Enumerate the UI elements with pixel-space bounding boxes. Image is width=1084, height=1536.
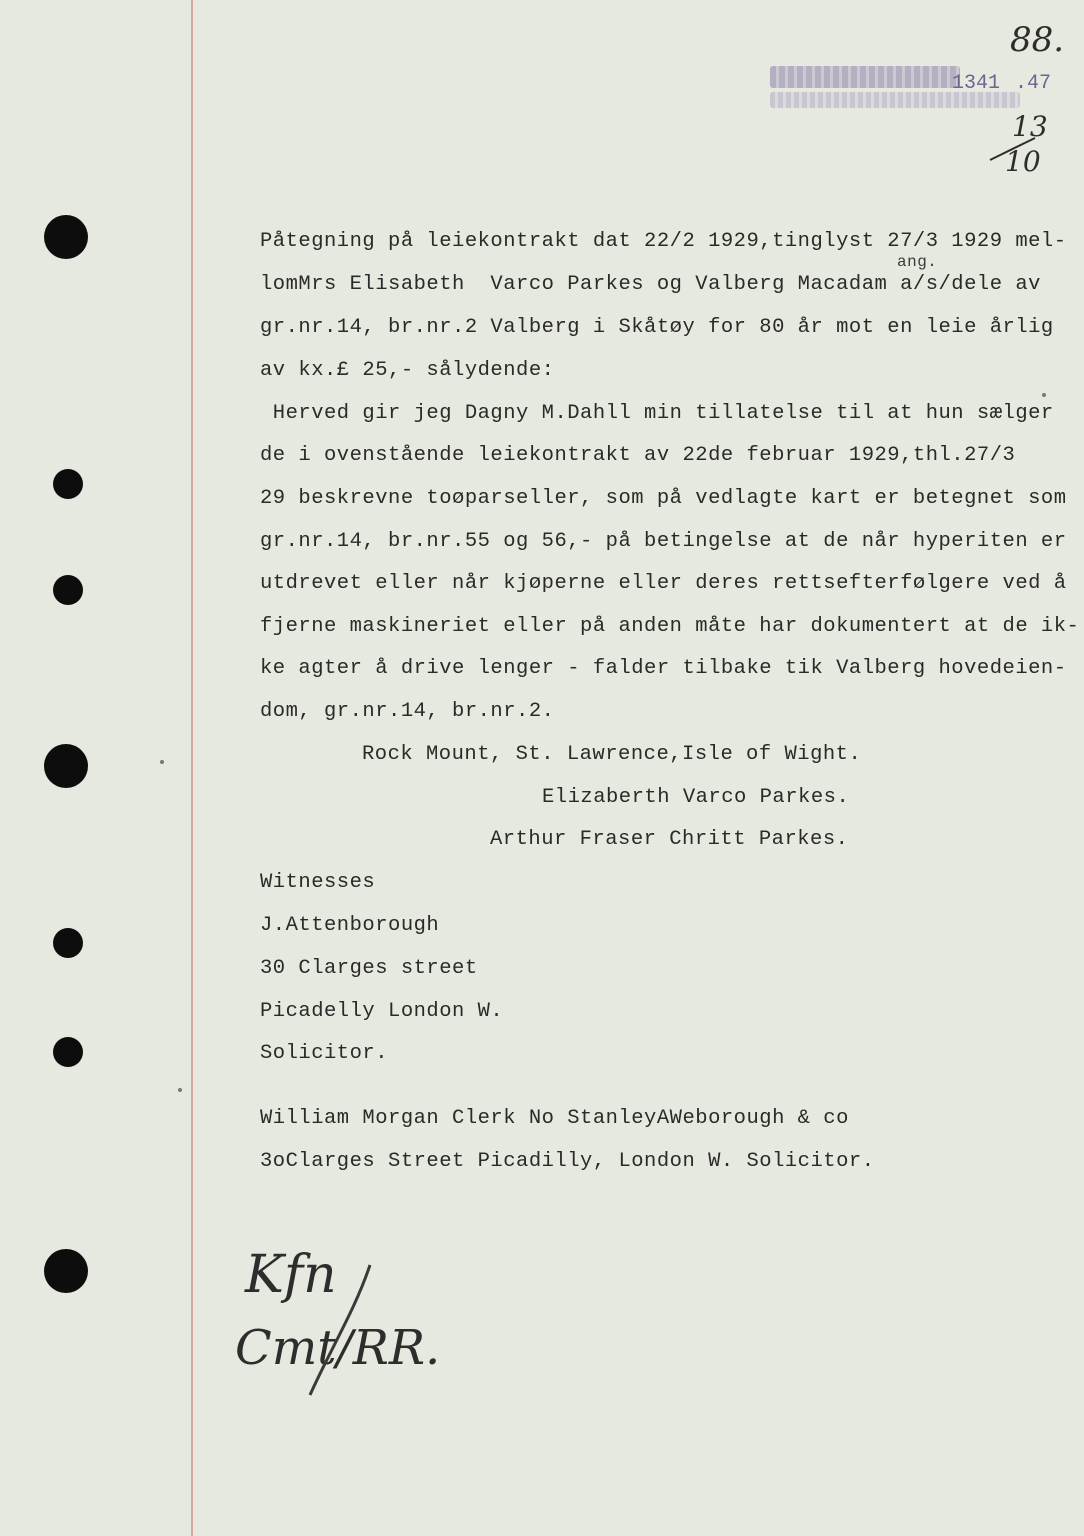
punch-hole: [53, 575, 83, 605]
punch-hole: [53, 1037, 83, 1067]
signature-line: Arthur Fraser Chritt Parkes.: [490, 828, 849, 851]
body-line: dom, gr.nr.14, br.nr.2.: [260, 700, 555, 723]
handwritten-slash: [300, 1260, 380, 1400]
punch-hole: [53, 928, 83, 958]
page-number: 88.: [1010, 20, 1065, 60]
signature-line: Elizaberth Varco Parkes.: [542, 786, 850, 809]
body-line: utdrevet eller når kjøperne eller deres rettsefterfølgere ved å: [260, 572, 1067, 595]
body-line: 29 beskrevne toøparseller, som på vedlagte kart er betegnet som: [260, 487, 1067, 510]
speck: [178, 1088, 182, 1092]
footer-line: William Morgan Clerk No StanleyAWeborough & co: [260, 1107, 849, 1130]
footer-line: 3oClarges Street Picadilly, London W. Solicitor.: [260, 1150, 875, 1173]
witness-line: J.Attenborough: [260, 914, 440, 937]
witness-line: Solicitor.: [260, 1042, 389, 1065]
body-line: ke agter å drive lenger - falder tilbake tik Valberg hovedeien-: [260, 657, 1067, 680]
body-line: gr.nr.14, br.nr.2 Valberg i Skåtøy for 80 år mot en leie årlig: [260, 316, 1054, 339]
body-line: Påtegning på leiekontrakt dat 22/2 1929,tinglyst 27/3 1929 mel-: [260, 230, 1067, 253]
date-numerator: 13: [1012, 110, 1048, 143]
insertion-note: ang.: [897, 253, 938, 271]
witness-line: 30 Clarges street: [260, 957, 478, 980]
body-line: Herved gir jeg Dagny M.Dahll min tillatelse til at hun sælger: [260, 402, 1054, 425]
witness-line: Picadelly London W.: [260, 1000, 504, 1023]
punch-hole: [44, 744, 88, 788]
speck: [160, 760, 164, 764]
body-line: de i ovenstående leiekontrakt av 22de februar 1929,thl.27/3: [260, 444, 1016, 467]
punch-hole: [44, 215, 88, 259]
registry-stamp: [770, 66, 960, 88]
margin-rule: [191, 0, 193, 1536]
handwritten-initials: Kfn: [245, 1245, 337, 1305]
punch-hole: [44, 1249, 88, 1293]
body-line: fjerne maskineriet eller på anden måte har dokumentert at de ik-: [260, 615, 1080, 638]
speck: [1042, 393, 1046, 397]
body-line: gr.nr.14, br.nr.55 og 56,- på betingelse at de når hyperiten er: [260, 530, 1067, 553]
body-line: lomMrs Elisabeth Varco Parkes og Valberg Macadam a/s/dele av: [260, 273, 1041, 296]
address-line: Rock Mount, St. Lawrence,Isle of Wight.: [362, 743, 862, 766]
witness-line: Witnesses: [260, 871, 376, 894]
handwritten-initials: Cmt/RR.: [235, 1320, 441, 1376]
body-line: av kx.£ 25,- sålydende:: [260, 359, 555, 382]
stamp-year: .47: [1015, 72, 1052, 95]
punch-hole: [53, 469, 83, 499]
stamp-number: 1341: [952, 72, 1001, 95]
date-denominator: 10: [1005, 145, 1041, 178]
